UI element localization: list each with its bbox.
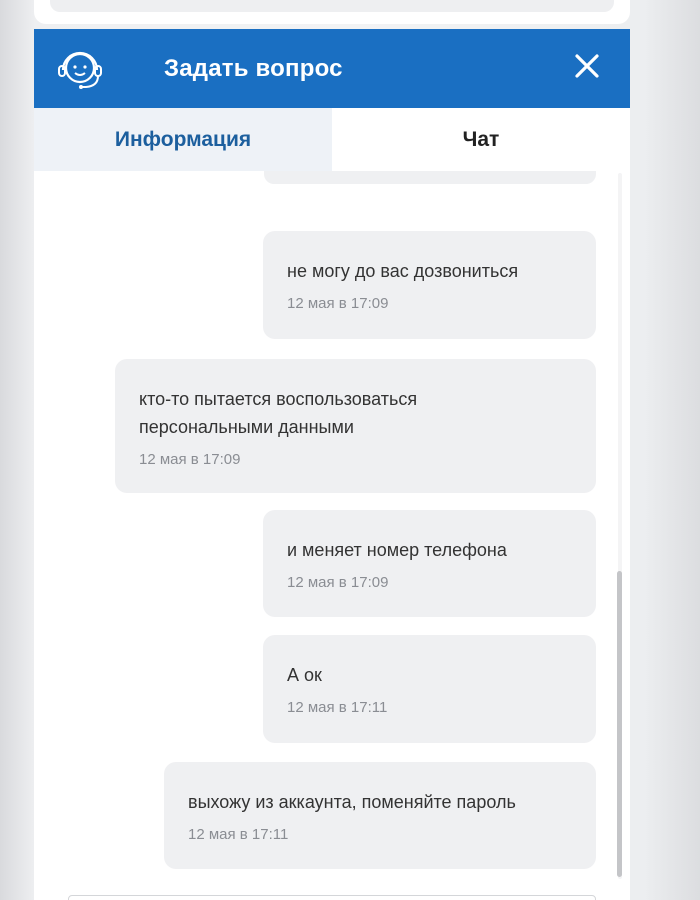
message-bubble-partial (264, 171, 596, 184)
message-composer (34, 881, 630, 900)
scrollbar-thumb[interactable] (617, 571, 622, 877)
previous-card-inner (50, 0, 614, 12)
message-bubble (164, 762, 596, 869)
message-input[interactable] (68, 895, 596, 900)
tab-chat[interactable]: Чат (332, 108, 630, 171)
message-timestamp: 12 мая в 17:09 (287, 295, 389, 312)
chat-header (34, 29, 630, 108)
tab-information[interactable]: Информация (34, 108, 332, 171)
support-chat-widget (34, 29, 630, 900)
message-text: А ок (287, 665, 322, 685)
close-icon[interactable] (572, 51, 602, 81)
message-text: не могу до вас дозвониться (287, 261, 519, 281)
message-text: и меняет номер телефона (287, 540, 507, 560)
message-list[interactable] (34, 171, 630, 881)
message-timestamp: 12 мая в 17:11 (188, 826, 289, 843)
message-timestamp: 12 мая в 17:09 (139, 451, 241, 468)
message-text: выхожу из аккаунта, поменяйте пароль (188, 792, 516, 812)
message-bubble (263, 510, 596, 617)
message-bubble (115, 359, 596, 493)
chat-title: Задать вопрос (164, 55, 343, 82)
message-timestamp: 12 мая в 17:09 (287, 574, 389, 591)
tab-bar (34, 108, 630, 171)
message-timestamp: 12 мая в 17:11 (287, 699, 388, 716)
previous-card-edge (34, 0, 630, 24)
message-bubble (263, 635, 596, 743)
message-text: кто-то пытается воспользоваться персональными данными (139, 389, 418, 437)
headset-agent-icon (54, 42, 106, 94)
message-bubble (263, 231, 596, 339)
